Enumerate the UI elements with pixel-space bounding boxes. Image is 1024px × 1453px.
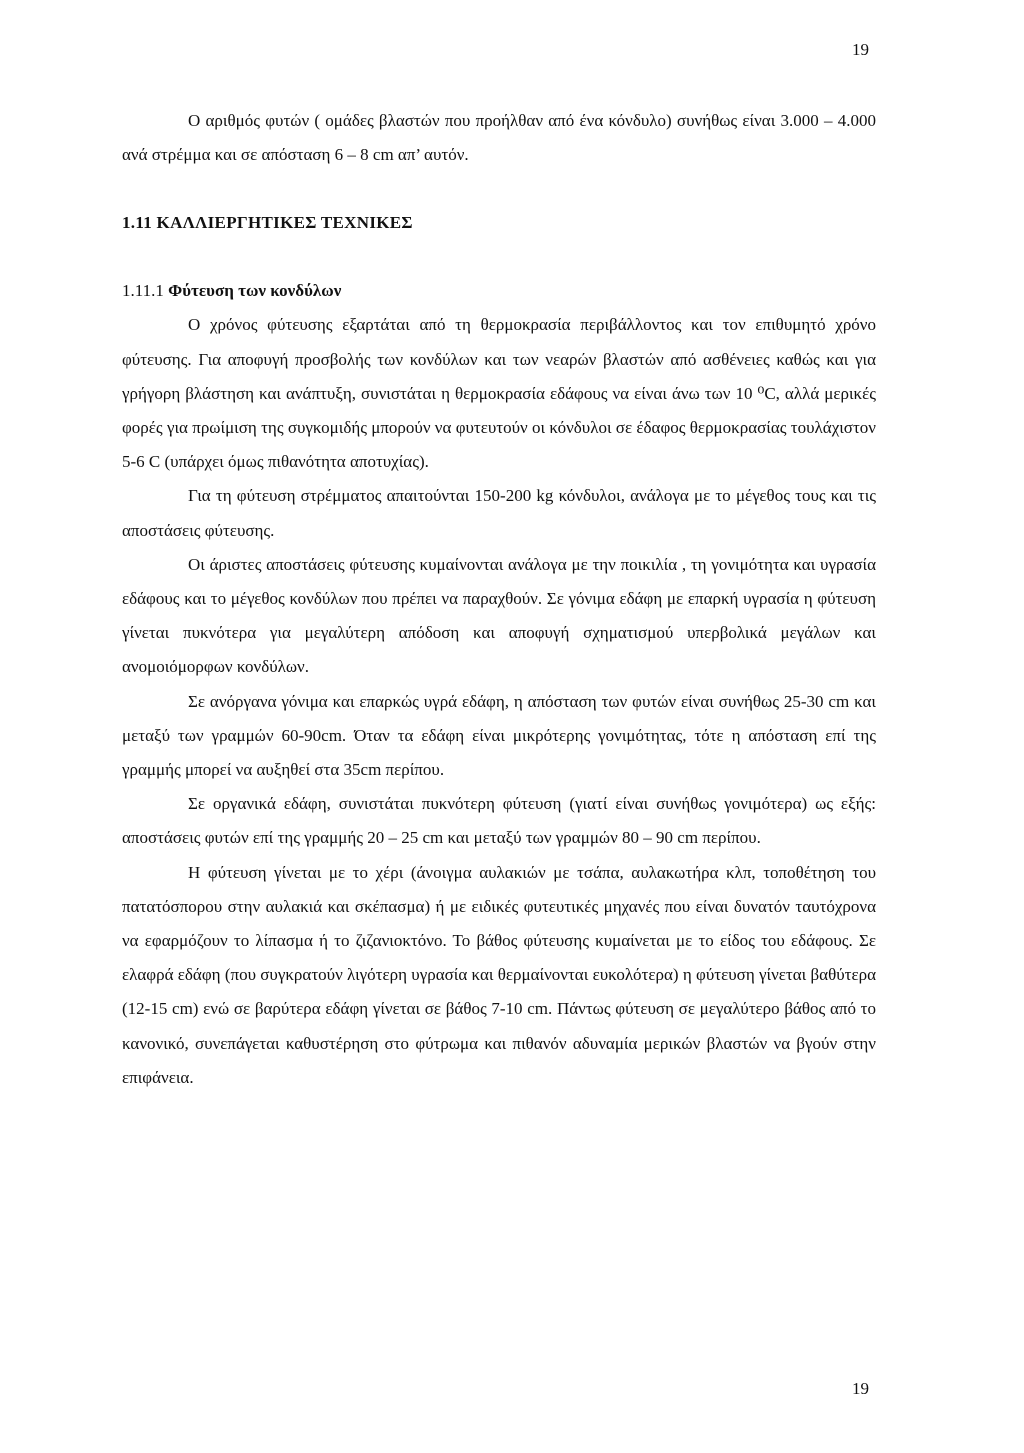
paragraph-organic-soils: Σε οργανικά εδάφη, συνιστάται πυκνότερη φύτευση (γιατί είναι συνήθως γονιμότερα) ως εξής: αποστάσεις φυτών επί της γραμμής 20 – 25 cm και μεταξύ των γραμμών 80 – 90 cm περίπου.: [122, 794, 876, 848]
paragraph-seed-quantity: Για τη φύτευση στρέμματος απαιτούνται 150-200 kg κόνδυλοι, ανάλογα με το μέγεθος τους και τις αποστάσεις φύτευσης.: [122, 486, 876, 540]
paragraph-planting-method: Η φύτευση γίνεται με το χέρι (άνοιγμα αυλακιών με τσάπα, αυλακωτήρα κλπ, τοποθέτηση του πατατόσπορου στην αυλακιά και σκέπασμα) ή με ειδικές φυτευτικές μηχανές που είναι δυνατόν ταυτόχρονα να εφαρμόζουν το λίπασμα ή το ζιζανιοκτόνο. Το βάθος φύτευσης κυμαίνεται με το είδος του εδάφους. Σε ελαφρά εδάφη (που συγκρατούν λιγότερη υγρασία και θερμαίνονται ευκολότερα) η φύτευση γίνεται βαθύτερα (12-15 cm) ενώ σε βαρύτερα εδάφη γίνεται σε βάθος 7-10 cm. Πάντως φύτευση σε μεγαλύτερο βάθος από το κανονικό, συνεπάγεται καθυστέρηση στο φύτρωμα και πιθανόν αδυναμία μερικών βλαστών να βγούν στην επιφάνεια.: [122, 862, 876, 1087]
paragraph-inorganic-soils: Σε ανόργανα γόνιμα και επαρκώς υγρά εδάφη, η απόσταση των φυτών είναι συνήθως 25-30 cm και μεταξύ των γραμμών 60-90cm. Όταν τα εδάφη είναι μικρότερης γονιμότητας, τότε η απόσταση επί της γραμμής μπορεί να αυξηθεί στα 35cm περίπου.: [122, 691, 876, 780]
page-number-top: 19: [852, 40, 869, 59]
document-body: [122, 104, 876, 1095]
subsection-number: 1.11.1: [122, 281, 164, 301]
paragraph-planting-time: Ο χρόνος φύτευσης εξαρτάται από τη θερμοκρασία περιβάλλοντος και τον επιθυμητό χρόνο φύτευσης. Για αποφυγή προσβολής των κονδύλων και των νεαρών βλαστών από ασθένειες καθώς και για γρήγορη βλάστηση και ανάπτυξη, συνιστάται η θερμοκρασία εδάφους να είναι άνω των 10 ⁰C, αλλά μερικές φορές για πρωίμιση της συγκομιδής μπορούν να φυτευτούν οι κόνδυλοι σε έδαφος θερμοκρασίας τουλάχιστον 5-6 C (υπάρχει όμως πιθανότητα αποτυχίας).: [122, 315, 876, 472]
subsection-heading: [122, 274, 876, 308]
subsection-title: Φύτευση των κονδύλων: [168, 281, 342, 301]
intro-paragraph: Ο αριθμός φυτών ( ομάδες βλαστών που προήλθαν από ένα κόνδυλο) συνήθως είναι 3.000 – 4.000 ανά στρέμμα και σε απόσταση 6 – 8 cm απ’ αυτόν.: [122, 111, 876, 165]
page-number-bottom: 19: [852, 1379, 869, 1398]
paragraph-optimal-spacing: Οι άριστες αποστάσεις φύτευσης κυμαίνονται ανάλογα με την ποικιλία , τη γονιμότητα και υγρασία εδάφους και το μέγεθος κονδύλων που πρέπει να παραχθούν. Σε γόνιμα εδάφη με επαρκή υγρασία η φύτευση γίνεται πυκνότερα για μεγαλύτερη απόδοση και αποφυγή σχηματισμού υπερβολικά μεγάλων και ανομοιόμορφων κονδύλων.: [122, 554, 876, 677]
section-heading: 1.11 ΚΑΛΛΙΕΡΓΗΤΙΚΕΣ ΤΕΧΝΙΚΕΣ: [122, 213, 413, 233]
